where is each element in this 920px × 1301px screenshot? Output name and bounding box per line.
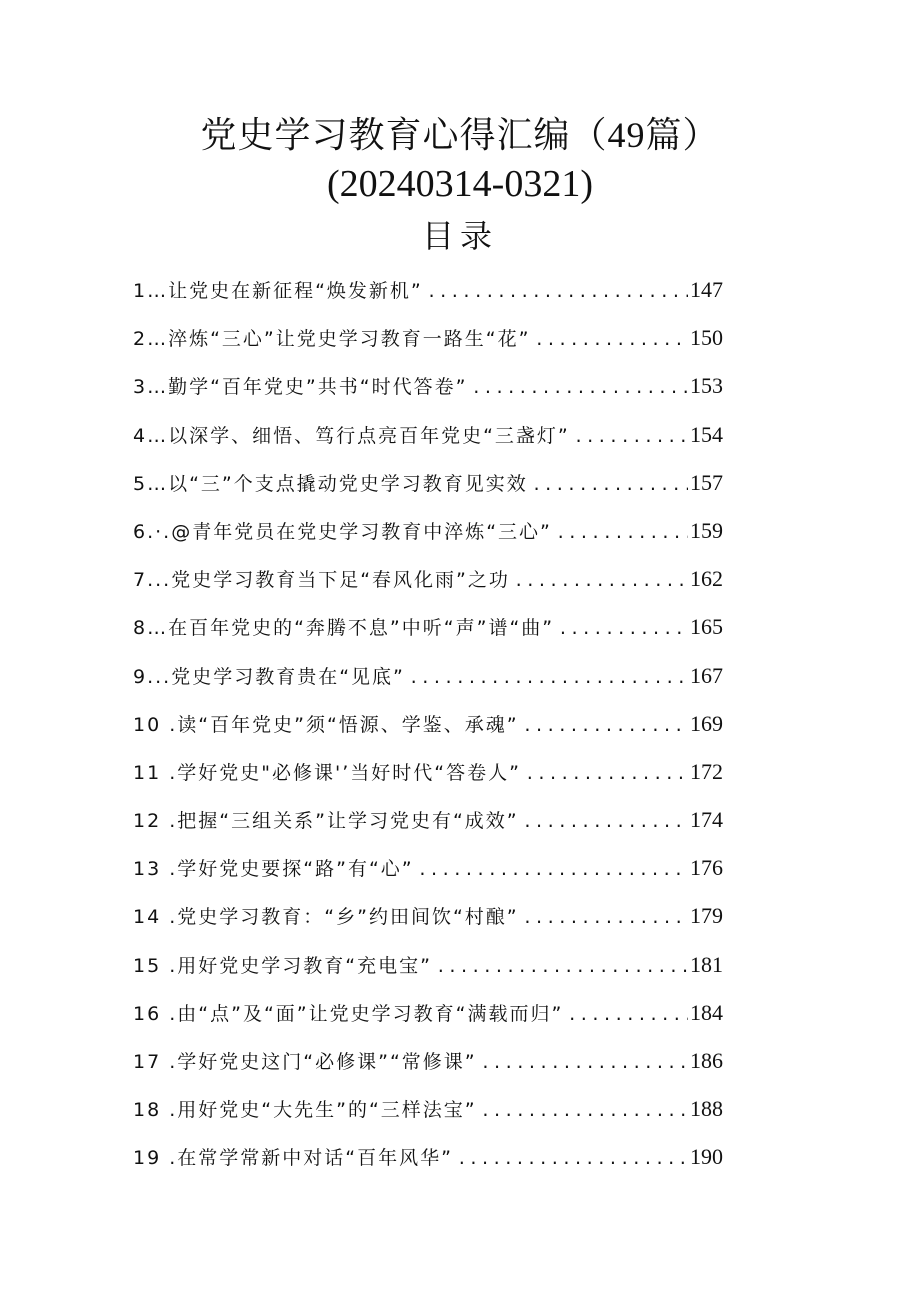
toc-dot-leader	[523, 900, 688, 936]
toc-page-number: 167	[690, 662, 723, 688]
toc-dot-leader	[418, 852, 688, 888]
toc-dot-leader	[525, 756, 688, 792]
toc-entry-title: 14 .党史学习教育：“乡”约田间饮“村酿”	[133, 906, 519, 929]
toc-entry-title: 11 .学好党史"必修课'’当好时代“答卷人”	[133, 761, 521, 784]
toc-dot-leader	[532, 467, 688, 503]
toc-page-number: 159	[690, 517, 723, 543]
toc-entry-title: 19 .在常学常新中对话“百年风华”	[133, 1147, 453, 1170]
toc-entry-title: 16 .由“点”及“面”让党史学习教育“满载而归”	[133, 1002, 564, 1025]
toc-entry-title: 17 .学好党史这门“必修课”“常修课”	[133, 1051, 477, 1073]
toc-dot-leader	[481, 1045, 688, 1081]
toc-entry-title: 8…在百年党史的“奔腾不息”中听“声”谱“曲”	[133, 617, 555, 640]
toc-dot-leader	[523, 804, 688, 840]
toc-entry[interactable]	[133, 706, 723, 754]
toc-entry[interactable]	[133, 465, 723, 513]
toc-page-number: 147	[690, 277, 723, 302]
toc-dot-leader	[514, 563, 688, 599]
toc-entry[interactable]	[133, 561, 723, 609]
toc-dot-leader	[481, 1093, 688, 1129]
toc-entry[interactable]	[133, 802, 723, 850]
toc-page-number: 165	[690, 614, 723, 640]
toc-page-number: 184	[690, 999, 723, 1025]
toc-dot-leader	[556, 515, 688, 551]
toc-dot-leader	[567, 997, 688, 1033]
toc-dot-leader	[523, 708, 688, 744]
toc-entry-title: 13 .学好党史要探“路”有“心”	[133, 858, 414, 881]
toc-entry[interactable]	[133, 513, 723, 561]
toc-page-number: 169	[690, 710, 723, 736]
toc-entry-title: 12 .把握“三组关系”让学习党史有“成效”	[133, 810, 519, 833]
toc-entry-title: 9...党史学习教育贵在“见底”	[133, 665, 405, 688]
toc-entry[interactable]	[133, 320, 723, 368]
toc-page-number: 172	[690, 758, 723, 784]
toc-entry-title: 6.·.@青年党员在党史学习教育中淬炼“三心”	[133, 520, 552, 543]
toc-entry-title: 7...党史学习教育当下足“春风化雨”之功	[133, 569, 510, 592]
toc-entry[interactable]	[133, 1043, 723, 1091]
toc-dot-leader	[457, 1141, 688, 1177]
table-of-contents	[133, 272, 723, 1188]
toc-entry[interactable]	[133, 368, 723, 416]
toc-dot-leader	[558, 611, 688, 647]
toc-entry[interactable]	[133, 1091, 723, 1139]
toc-page-number: 150	[690, 325, 723, 351]
toc-entry-title: 10 .读“百年党史”须“悟源、学鉴、承魂”	[133, 713, 519, 736]
document-date-range: (20240314-0321)	[327, 163, 593, 205]
toc-entry-title: 4…以深学、细悟、笃行点亮百年党史“三盏灯”	[133, 424, 570, 447]
toc-entry-title: 15 .用好党史学习教育“充电宝”	[133, 954, 432, 977]
toc-page-number: 154	[690, 421, 723, 447]
toc-page-number: 186	[690, 1048, 723, 1073]
toc-entry-title: 1…让党史在新征程“焕发新机”	[133, 280, 423, 302]
toc-dot-leader	[471, 370, 688, 406]
toc-dot-leader	[574, 419, 688, 455]
toc-entry-title: 3…勤学“百年党史”共书“时代答卷”	[133, 376, 468, 399]
toc-entry[interactable]	[133, 1139, 723, 1187]
toc-entry[interactable]	[133, 850, 723, 898]
toc-heading: 目录	[421, 217, 498, 255]
toc-page-number: 153	[690, 373, 723, 399]
document-title: 党史学习教育心得汇编（49篇）	[200, 115, 720, 155]
toc-dot-leader	[436, 949, 688, 985]
toc-page-number: 176	[690, 855, 723, 881]
toc-entry-title: 5…以“三”个支点撬动党史学习教育见实效	[133, 472, 528, 495]
toc-entry-title: 2…淬炼“三心”让党史学习教育一路生“花”	[133, 328, 531, 351]
toc-entry[interactable]	[133, 417, 723, 465]
toc-dot-leader	[534, 322, 688, 358]
toc-page-number: 181	[690, 951, 723, 977]
toc-page-number: 162	[690, 566, 723, 592]
toc-entry[interactable]	[133, 754, 723, 802]
toc-entry-title: 18 .用好党史“大先生”的“三样法宝”	[133, 1099, 477, 1122]
toc-entry[interactable]	[133, 947, 723, 995]
toc-page-number: 179	[690, 903, 723, 929]
toc-entry[interactable]	[133, 658, 723, 706]
toc-entry[interactable]	[133, 995, 723, 1043]
toc-entry[interactable]	[133, 609, 723, 657]
toc-page-number: 188	[690, 1096, 723, 1122]
toc-dot-leader	[427, 274, 688, 310]
toc-page-number: 190	[690, 1144, 723, 1170]
toc-entry[interactable]	[133, 272, 723, 320]
toc-page-number: 157	[690, 469, 723, 495]
toc-dot-leader	[409, 660, 688, 696]
toc-entry[interactable]	[133, 898, 723, 946]
toc-page-number: 174	[690, 807, 723, 833]
